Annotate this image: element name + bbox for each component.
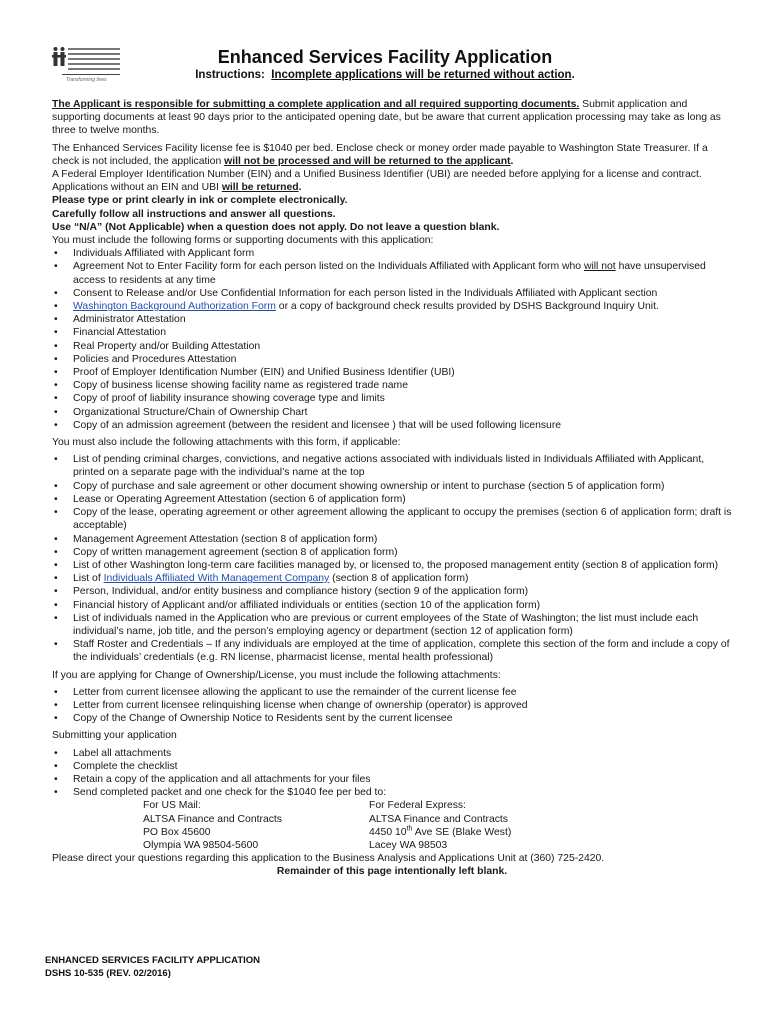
list-item: • Retain a copy of the application and all attachments for your files: [52, 773, 732, 786]
management-company-link[interactable]: Individuals Affiliated With Management Company: [103, 573, 330, 585]
list-item: • Washington Background Authorization Form or a copy of background check results provided by DSHS Background Inquiry Unit.: [52, 300, 732, 313]
instructions-line: Instructions: Incomplete applications will be returned without action.: [195, 69, 575, 81]
list-item: • Proof of Employer Identification Number (EIN) and Unified Business Identifier (UBI): [52, 366, 732, 379]
list-item: • List of other Washington long-term care facilities managed by, or licensed to, the proposed management entity (section 8 of application form): [52, 559, 732, 572]
list-item: • Copy of proof of liability insurance showing coverage type and limits: [52, 392, 732, 405]
na-instruction: Use “N/A” (Not Applicable) when a question does not apply. Do not leave a question blank.: [52, 221, 500, 233]
applicable-attachments-list: [52, 453, 732, 664]
instructions-text: Incomplete applications will be returned without action: [271, 69, 572, 81]
instructions-label: Instructions:: [195, 69, 265, 81]
form-footer: [45, 955, 260, 980]
footer-form-title: ENHANCED SERVICES FACILITY APPLICATION: [45, 955, 261, 966]
footer-form-number: DSHS 10-535 (REV. 02/2016): [45, 967, 171, 979]
list-item: • Copy of the lease, operating agreement or other agreement allowing the applicant to occupy the premises (section 6 of application form; draft is acceptable): [52, 506, 732, 532]
submitting-list: [52, 747, 732, 800]
list-item: • Financial Attestation: [52, 326, 732, 339]
list-item: • Agreement Not to Enter Facility form for each person listed on the Individuals Affiliated with Applicant form who will not have unsupervised access to residents at any time: [52, 260, 732, 286]
blank-page-note: Remainder of this page intentionally left blank.: [276, 866, 508, 878]
list-item: • Administrator Attestation: [52, 313, 732, 326]
list-item: • Consent to Release and/or Use Confidential Information for each person listed in the Individuals Affiliated with Applicant section: [52, 287, 732, 300]
list-item: • Financial history of Applicant and/or affiliated individuals or entities (section 10 of the application form): [52, 599, 732, 612]
mailing-addresses: [52, 799, 732, 852]
page-title: Enhanced Services Facility Application: [217, 47, 553, 67]
list-item: • Staff Roster and Credentials – If any individuals are employed at the time of application, complete this section of the form and include a copy of the individuals’ credentials (e.g. RN license, pharmacist license, mental health professional): [52, 638, 732, 664]
list-item: • List of individuals named in the Application who are previous or current employees of the State of Washington; the list must include each individual’s name, job title, and the person’s employing agency or department (section 12 of application form): [52, 612, 732, 638]
fee-paragraph: The Enhanced Services Facility license fee is $1040 per bed. Enclose check or money order made payable to Washington State Treasurer. If a check is not included, the application will not be processed and will be returned to the applicant.: [52, 142, 708, 167]
change-of-ownership-list: [52, 686, 732, 726]
list-item: • Letter from current licensee allowing the applicant to use the remainder of the current license fee: [52, 686, 732, 699]
list-item: • Real Property and/or Building Attestation: [52, 340, 732, 353]
list-item: • Lease or Operating Agreement Attestation (section 6 of application form): [52, 493, 732, 506]
list-item: • Complete the checklist: [52, 760, 732, 773]
list-item: • Copy of the Change of Ownership Notice to Residents sent by the current licensee: [52, 712, 732, 725]
print-instruction: Please type or print clearly in ink or complete electronically.: [52, 195, 348, 207]
required-documents-list: [52, 247, 732, 432]
list-item: • Copy of business license showing facility name as registered trade name: [52, 379, 732, 392]
list-item: • Letter from current licensee relinquishing license when change of ownership (operator) is approved: [52, 699, 732, 712]
list-item: • List of pending criminal charges, convictions, and negative actions associated with individuals listed in Individuals Affiliated with Applicant, printed on a separate page with the individual’s name at the top: [52, 453, 732, 479]
required-documents-intro: You must include the following forms or supporting documents with this application:: [52, 235, 434, 247]
list-item: • List of Individuals Affiliated With Management Company (section 8 of application form): [52, 572, 732, 585]
contact-paragraph: Please direct your questions regarding this application to the Business Analysis and Applications Unit at (360) 725-2420.: [52, 853, 605, 865]
follow-instruction: Carefully follow all instructions and answer all questions.: [52, 208, 336, 220]
change-of-ownership-intro: If you are applying for Change of Ownership/License, you must include the following attachments:: [52, 669, 501, 681]
logo-tagline: Transforming lives: [66, 77, 107, 83]
ein-paragraph: A Federal Employer Identification Number (EIN) and a Unified Business Identifier (UBI) are needed before applying for a license and contract. Applications without an EIN and UBI will be returned.: [52, 169, 702, 194]
list-item: • Copy of written management agreement (section 8 of application form): [52, 546, 732, 559]
document-body: [52, 98, 732, 879]
submitting-intro: Submitting your application: [52, 730, 177, 742]
background-authorization-form-link[interactable]: Washington Background Authorization Form: [73, 301, 276, 313]
list-item: • Copy of an admission agreement (between the resident and licensee ) that will be used following licensure: [52, 419, 732, 432]
fedex-address: For Federal Express: ALTSA Finance and Contracts 4450 10th Ave SE (Blake West) Lacey WA 98503: [369, 800, 512, 851]
list-item: • Copy of purchase and sale agreement or other document showing ownership or intent to purchase (section 5 of application form): [52, 480, 732, 493]
list-item: • Individuals Affiliated with Applicant form: [52, 247, 732, 260]
list-item: • Label all attachments: [52, 747, 732, 760]
list-item: • Organizational Structure/Chain of Ownership Chart: [52, 406, 732, 419]
us-mail-address: For US Mail: ALTSA Finance and Contracts PO Box 45600 Olympia WA 98504-5600: [143, 800, 282, 851]
responsibility-paragraph: The Applicant is responsible for submitting a complete application and all required supporting documents. Submit application and supporting documents at least 90 days prior to the anticipated opening date, but be aware that current application processing may take as long as three to twelve months.: [52, 99, 721, 137]
list-item: • Send completed packet and one check for the $1040 fee per bed to:: [52, 786, 732, 799]
list-item: • Management Agreement Attestation (section 8 of application form): [52, 533, 732, 546]
list-item: • Person, Individual, and/or entity business and compliance history (section 9 of the application form): [52, 585, 732, 598]
list-item: • Policies and Procedures Attestation: [52, 353, 732, 366]
applicable-attachments-intro: You must also include the following attachments with this form, if applicable:: [52, 437, 401, 449]
